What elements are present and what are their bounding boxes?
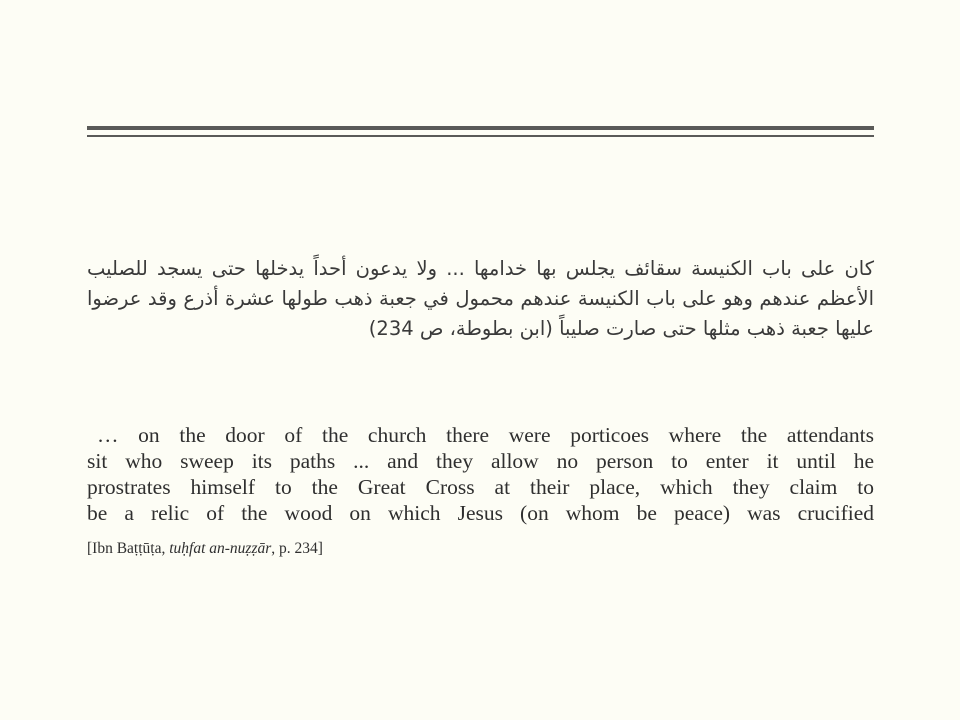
- translation-line: prostrates himself to the Great Cross at their place, which they claim to: [87, 475, 874, 499]
- citation-open: [Ibn Baṭṭūṭa,: [87, 540, 170, 557]
- translation-line: be a relic of the wood on which Jesus (on whom be peace) was crucified: [87, 501, 874, 525]
- arabic-quote: كان على باب الكنيسة سقائف يجلس بها خدامها ... ولا يدعون أحداً يدخلها حتى يسجد للصليب الأعظم عندهم وهو على باب الكنيسة عندهم محمول في جعبة ذهب طولها عشرة أذرع وقد عرضوا عليها جعبة ذهب مثلها حتى صارت صليباً (ابن بطوطة، ص 234): [87, 257, 874, 340]
- citation-title: tuḥfat an-nuẓẓār: [169, 540, 272, 557]
- translation-line: … on the door of the church there were porticoes where the attendants: [97, 423, 874, 447]
- top-rule-thin: [87, 135, 874, 137]
- citation-close: , p. 234]: [271, 540, 323, 557]
- citation: [87, 540, 323, 558]
- english-translation: [87, 422, 874, 526]
- translation-line: sit who sweep its paths ... and they allow no person to enter it until he: [87, 449, 874, 473]
- top-rule-thick: [87, 126, 874, 130]
